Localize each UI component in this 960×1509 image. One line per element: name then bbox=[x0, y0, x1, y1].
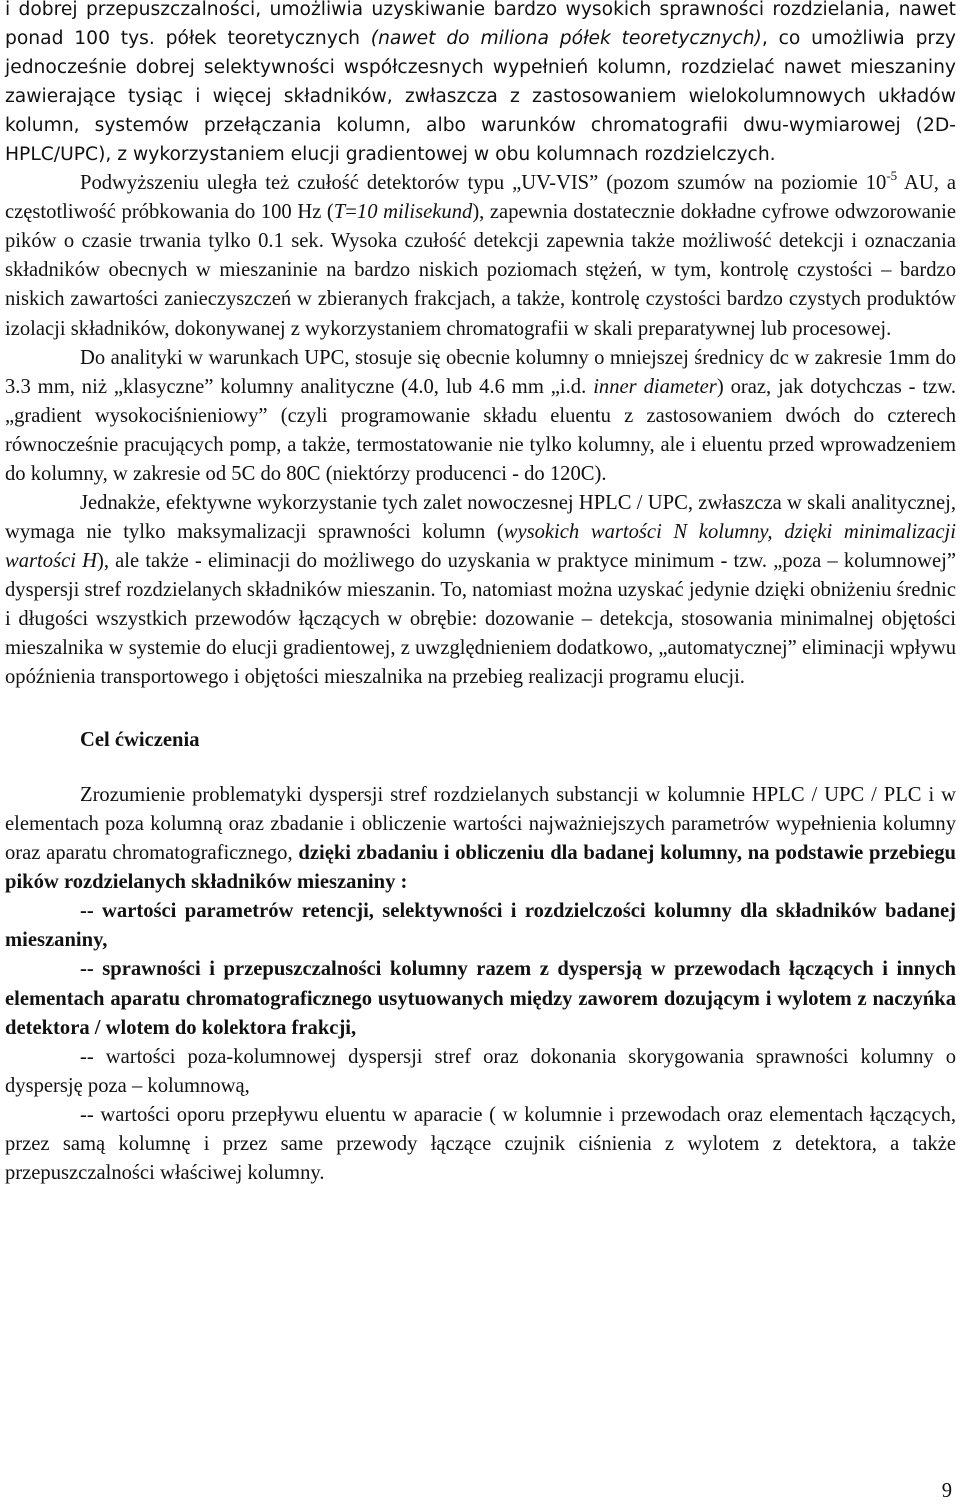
document-body bbox=[5, 0, 956, 1188]
paragraph-continuation bbox=[5, 0, 956, 169]
goal-item-retention bbox=[5, 897, 956, 955]
bold-text-run: dzięki zbadaniu i obliczeniu dla badanej kolumny, na podstawie przebiegu pików rozdzielanych składników mieszaniny : bbox=[5, 842, 956, 894]
text-run: Podwyższeniu uległa też czułość detektorów typu „UV-VIS” (pozom szumów na poziomie 10 bbox=[80, 172, 887, 195]
italic-text-run: T bbox=[333, 201, 346, 224]
italic-text-run: (nawet do miliona półek teoretycznych) bbox=[370, 28, 762, 50]
section-heading: Cel ćwiczenia bbox=[80, 729, 200, 752]
text-run: Do analityki w warunkach UPC, stosuje się obecnie kolumny o mniejszej średnicy dc w zakresie 1mm do 3.3 mm, niż „klasyczne” kolumny analityczne (4.0, lub 4.6 mm „i.d. bbox=[5, 346, 956, 398]
bold-text-run: -- sprawności i przepuszczalności kolumny razem z dyspersją w przewodach łączących i innych elementach aparatu chromatograficznego usytuowanych między zaworem dozującym i wylotem z naczyńka detektora / wlotem do kolektora frakcji, bbox=[5, 958, 956, 1039]
text-run: ), zapewnia dostatecznie dokładne cyfrowe odwzorowanie pików o czasie trwania tylko 0.1 sek. Wysoka czułość detekcji zapewnia także możliwość detekcji i oznaczania składników obecnych w mieszaninie na bardzo niskich poziomach stężeń, w tym, kontrolę czystości – bardzo niskich zawartości zanieczyszczeń w zbieranych frakcjach, a także, kontrolę czystości bardzo czystych produktów izolacji składników, dokonywanej z wykorzystaniem chromatografii w skali preparatywnej lub procesowej. bbox=[5, 201, 956, 340]
italic-text-run: 10 milisekund bbox=[356, 201, 473, 224]
text-run: , co umożliwia przy jednocześnie dobrej selektywności współczesnych wypełnień kolumn, rozdzielać nawet mieszaniny zawierające tysiąc i więcej składników, zwłaszcza z zastosowaniem wielokolumnowych układów kolumn, systemów przełączania kolumn, albo warunków chromatografii dwu-wymiarowej (2D-HPLC/UPC), z wykorzystaniem elucji gradientowej w obu kolumnach rozdzielczych. bbox=[5, 28, 956, 166]
goal-item-efficiency bbox=[5, 955, 956, 1042]
text-run: i dobrej przepuszczalności, umożliwia uzyskiwanie bardzo wysokich sprawności rozdzielania, nawet ponad 100 tys. półek teoretycznych bbox=[5, 0, 956, 50]
goal-item-flow-resistance: -- wartości oporu przepływu eluentu w aparacie ( w kolumnie i przewodach oraz elementach łączących, przez samą kolumnę i przez same przewody łączące czujnik ciśnienia z wylotem z detektora, a także przepuszczalności właściwej kolumny. bbox=[5, 1103, 956, 1184]
text-run: Jednakże, efektywne wykorzystanie tych zalet nowoczesnej HPLC / UPC, zwłaszcza w skali analitycznej, wymaga nie tylko maksymalizacji sprawności kolumn ( bbox=[5, 491, 956, 543]
goal-intro bbox=[5, 781, 956, 897]
text-run: Zrozumienie problematyki dyspersji stref rozdzielanych substancji w kolumnie HPLC / UPC / PLC i w elementach poza kolumną oraz zbadanie i obliczenie wartości najważniejszych parametrów wypełnienia kolumny oraz aparatu chromatograficznego, bbox=[5, 784, 956, 865]
text-run: = bbox=[345, 201, 357, 224]
text-run: ) oraz, jak dotychczas - tzw. „gradient wysokociśnieniowy” (czyli programowanie składu eluentu z zastosowaniem dwóch do czterech równocześnie pracujących pomp, a także, termostatowanie nie tylko kolumny, ale i eluentu przed wprowadzeniem do kolumny, w zakresie od 5C do 80C (niektórzy producenci - do 120C). bbox=[5, 375, 957, 485]
goal-item-extracolumn-dispersion: -- wartości poza-kolumnowej dyspersji stref oraz dokonania skorygowania sprawności kolumny o dyspersję poza – kolumnową, bbox=[5, 1045, 956, 1097]
page-number: 9 bbox=[941, 1480, 952, 1502]
italic-text-run: inner diameter bbox=[593, 375, 717, 398]
italic-text-run: wysokich wartości N kolumny, dzięki minimalizacji wartości H bbox=[5, 520, 956, 572]
paragraph-dispersion bbox=[5, 489, 956, 692]
exponent: -5 bbox=[886, 168, 898, 184]
paragraph-detectors bbox=[5, 169, 956, 343]
text-run: ), ale także - eliminacji do możliwego do uzyskania w praktyce minimum - tzw. „poza – kolumnowej” dyspersji stref rozdzielanych składników mieszanin. To, natomiast można uzyskać jedynie dzięki obniżeniu średnic i długości wszystkich przewodów łączących w obrębie: dozowanie – detekcja, stosowania minimalnej objętości mieszalnika w systemie do elucji gradientowej, z uwzględnieniem dodatkowo, „automatycznej” eliminacji wpływu opóźnienia transportowego i objętości mieszalnika na przebieg realizacji programu elucji. bbox=[5, 549, 956, 689]
bold-text-run: -- wartości parametrów retencji, selektywności i rozdzielczości kolumny dla składników badanej mieszaniny, bbox=[5, 900, 956, 952]
text-run: AU, a częstotliwość próbkowania do 100 Hz ( bbox=[5, 172, 957, 224]
paragraph-upc-columns bbox=[5, 344, 956, 489]
